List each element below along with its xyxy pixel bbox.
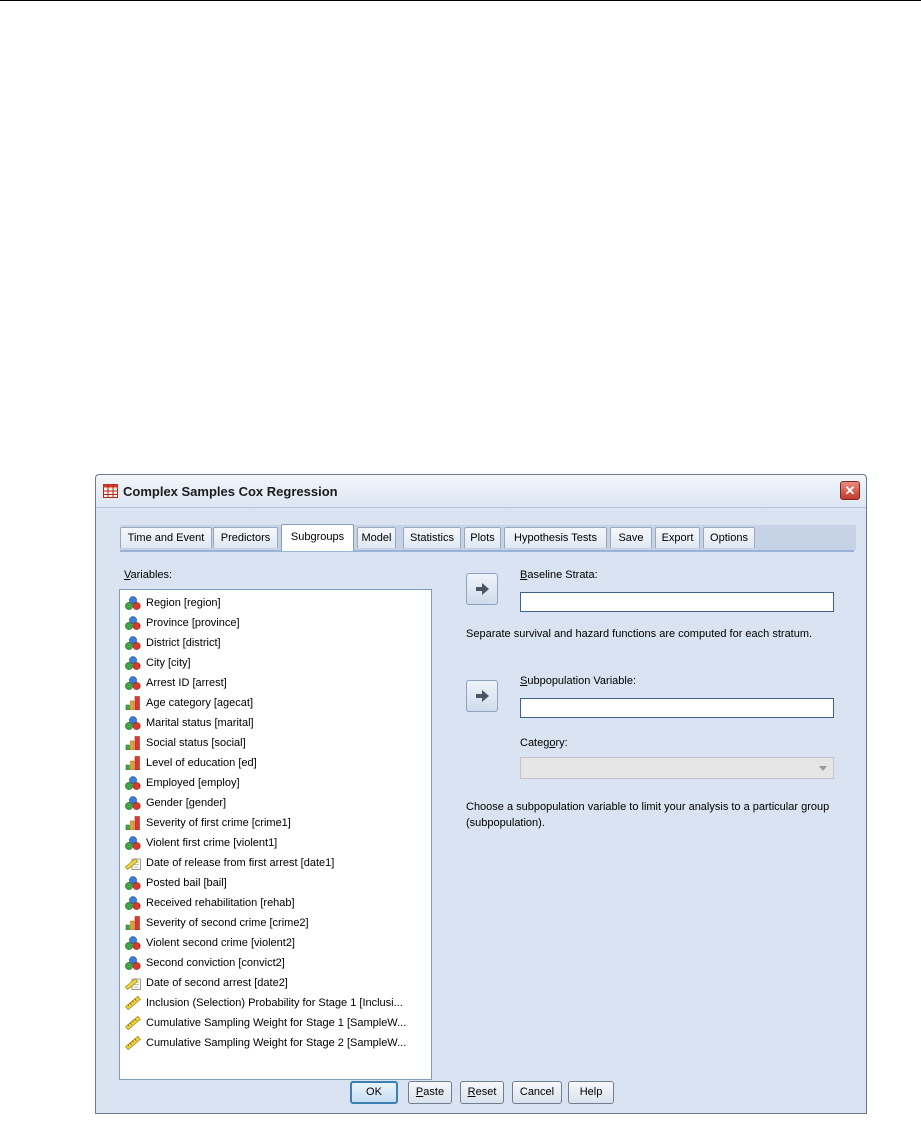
subpopulation-label-mnemonic: S <box>520 675 528 687</box>
category-label-mnemonic: o <box>549 737 556 749</box>
nominal-icon <box>125 636 141 650</box>
variable-label: Date of release from first arrest [date1] <box>146 857 335 869</box>
variable-list-item[interactable] <box>120 813 431 833</box>
variable-list-item[interactable] <box>120 753 431 773</box>
nominal-icon <box>125 776 141 790</box>
variable-label: District [district] <box>146 637 221 649</box>
variable-list-item[interactable] <box>120 873 431 893</box>
variable-label: Second conviction [convict2] <box>146 957 285 969</box>
ordinal-icon <box>125 756 141 770</box>
variable-list-item[interactable] <box>120 1013 431 1033</box>
variable-label: Province [province] <box>146 617 240 629</box>
variable-label: City [city] <box>146 657 191 669</box>
paste-button-text: aste <box>423 1086 445 1098</box>
data-grid-app-icon <box>103 484 118 498</box>
variable-label: Gender [gender] <box>146 797 227 809</box>
chevron-down-icon <box>819 766 827 771</box>
nominal-icon <box>125 716 141 730</box>
scale-icon <box>125 1036 141 1050</box>
move-to-subpopulation-button[interactable] <box>466 680 498 712</box>
tab-subgroups[interactable]: Subgroups <box>281 524 354 551</box>
tab-time-and-event[interactable]: Time and Event <box>120 527 212 548</box>
variable-label: Violent first crime [violent1] <box>146 837 278 849</box>
ordinal-icon <box>125 696 141 710</box>
date-scale-icon <box>125 856 141 870</box>
variable-list-item[interactable] <box>120 593 431 613</box>
baseline-strata-field[interactable] <box>520 592 834 612</box>
variable-label: Marital status [marital] <box>146 717 254 729</box>
right-arrow-icon <box>476 690 489 702</box>
variable-list-item[interactable] <box>120 773 431 793</box>
nominal-icon <box>125 956 141 970</box>
baseline-strata-label <box>520 569 598 581</box>
variable-label: Posted bail [bail] <box>146 877 227 889</box>
category-label-pre: Categ <box>520 737 550 749</box>
variable-label: Violent second crime [violent2] <box>146 937 295 949</box>
scale-icon <box>125 996 141 1010</box>
tab-statistics[interactable]: Statistics <box>403 527 461 548</box>
tab-plots[interactable]: Plots <box>464 527 501 548</box>
right-arrow-icon <box>476 583 489 595</box>
variable-label: Employed [employ] <box>146 777 240 789</box>
nominal-icon <box>125 896 141 910</box>
variable-label: Severity of first crime [crime1] <box>146 817 291 829</box>
date-scale-icon <box>125 976 141 990</box>
subpopulation-label <box>520 675 636 687</box>
close-icon: ✕ <box>844 483 856 498</box>
variable-label: Social status [social] <box>146 737 246 749</box>
category-dropdown <box>520 757 834 779</box>
variable-list-item[interactable] <box>120 933 431 953</box>
variable-list-item[interactable] <box>120 653 431 673</box>
help-button[interactable]: Help <box>568 1081 614 1104</box>
paste-button-mnemonic: P <box>415 1086 424 1098</box>
variable-list-item[interactable] <box>120 633 431 653</box>
baseline-strata-label-text: aseline Strata: <box>527 569 598 581</box>
title-bar[interactable] <box>96 475 866 508</box>
window-title: Complex Samples Cox Regression <box>123 484 338 499</box>
variables-label <box>124 569 172 581</box>
tab-strip-underline <box>120 550 854 552</box>
ordinal-icon <box>125 816 141 830</box>
nominal-icon <box>125 796 141 810</box>
variable-list-item[interactable] <box>120 893 431 913</box>
subpopulation-field[interactable] <box>520 698 834 718</box>
variables-label-mnemonic: V <box>124 569 131 581</box>
variable-list-item[interactable] <box>120 833 431 853</box>
variable-list-item[interactable] <box>120 673 431 693</box>
variable-label: Region [region] <box>146 597 221 609</box>
variable-label: Inclusion (Selection) Probability for Stage 1 [Inclusi... <box>146 997 403 1009</box>
category-label <box>520 737 568 749</box>
variable-list-item[interactable] <box>120 613 431 633</box>
variable-list-item[interactable] <box>120 693 431 713</box>
variable-label: Cumulative Sampling Weight for Stage 1 [SampleW... <box>146 1017 407 1029</box>
variable-label: Level of education [ed] <box>146 757 257 769</box>
variables-list[interactable] <box>119 589 432 1080</box>
paste-button[interactable] <box>408 1081 452 1104</box>
variable-list-item[interactable] <box>120 993 431 1013</box>
tab-predictors[interactable]: Predictors <box>213 527 278 548</box>
tab-save[interactable]: Save <box>610 527 652 548</box>
tab-options[interactable]: Options <box>703 527 755 548</box>
variable-list-item[interactable] <box>120 733 431 753</box>
nominal-icon <box>125 676 141 690</box>
nominal-icon <box>125 936 141 950</box>
variable-list-item[interactable] <box>120 973 431 993</box>
subpopulation-label-text: ubpopulation Variable: <box>527 675 637 687</box>
nominal-icon <box>125 596 141 610</box>
tab-model[interactable]: Model <box>357 527 396 548</box>
ordinal-icon <box>125 916 141 930</box>
move-to-baseline-strata-button[interactable] <box>466 573 498 605</box>
tab-hypothesis-tests[interactable]: Hypothesis Tests <box>504 527 607 548</box>
baseline-strata-label-mnemonic: B <box>520 569 528 581</box>
reset-button[interactable] <box>460 1081 504 1104</box>
nominal-icon <box>125 616 141 630</box>
cancel-button[interactable]: Cancel <box>512 1081 562 1104</box>
ok-button[interactable]: OK <box>350 1081 398 1104</box>
ordinal-icon <box>125 736 141 750</box>
nominal-icon <box>125 656 141 670</box>
variable-list-item[interactable] <box>120 713 431 733</box>
reset-button-mnemonic: R <box>467 1086 476 1098</box>
scale-icon <box>125 1016 141 1030</box>
close-button[interactable] <box>840 481 860 500</box>
variable-list-item[interactable] <box>120 793 431 813</box>
nominal-icon <box>125 836 141 850</box>
variable-list-item[interactable] <box>120 1033 431 1053</box>
variable-label: Age category [agecat] <box>146 697 254 709</box>
variable-label: Received rehabilitation [rehab] <box>146 897 295 909</box>
variable-label: Arrest ID [arrest] <box>146 677 227 689</box>
page-top-rule <box>0 0 921 1</box>
tab-export[interactable]: Export <box>655 527 700 548</box>
reset-button-text: eset <box>475 1086 497 1098</box>
variable-list-item[interactable] <box>120 953 431 973</box>
subpopulation-note: Choose a subpopulation variable to limit your analysis to a particular group (subpopulation). <box>466 801 830 829</box>
variable-label: Severity of second crime [crime2] <box>146 917 309 929</box>
variable-label: Date of second arrest [date2] <box>146 977 288 989</box>
variable-list-item[interactable] <box>120 913 431 933</box>
baseline-strata-note: Separate survival and hazard functions are computed for each stratum. <box>466 628 813 640</box>
variable-label: Cumulative Sampling Weight for Stage 2 [SampleW... <box>146 1037 407 1049</box>
variables-label-text: ariables: <box>130 569 173 581</box>
cox-regression-dialog <box>95 474 867 1114</box>
variable-list-item[interactable] <box>120 853 431 873</box>
nominal-icon <box>125 876 141 890</box>
category-label-post: ry: <box>555 737 568 749</box>
